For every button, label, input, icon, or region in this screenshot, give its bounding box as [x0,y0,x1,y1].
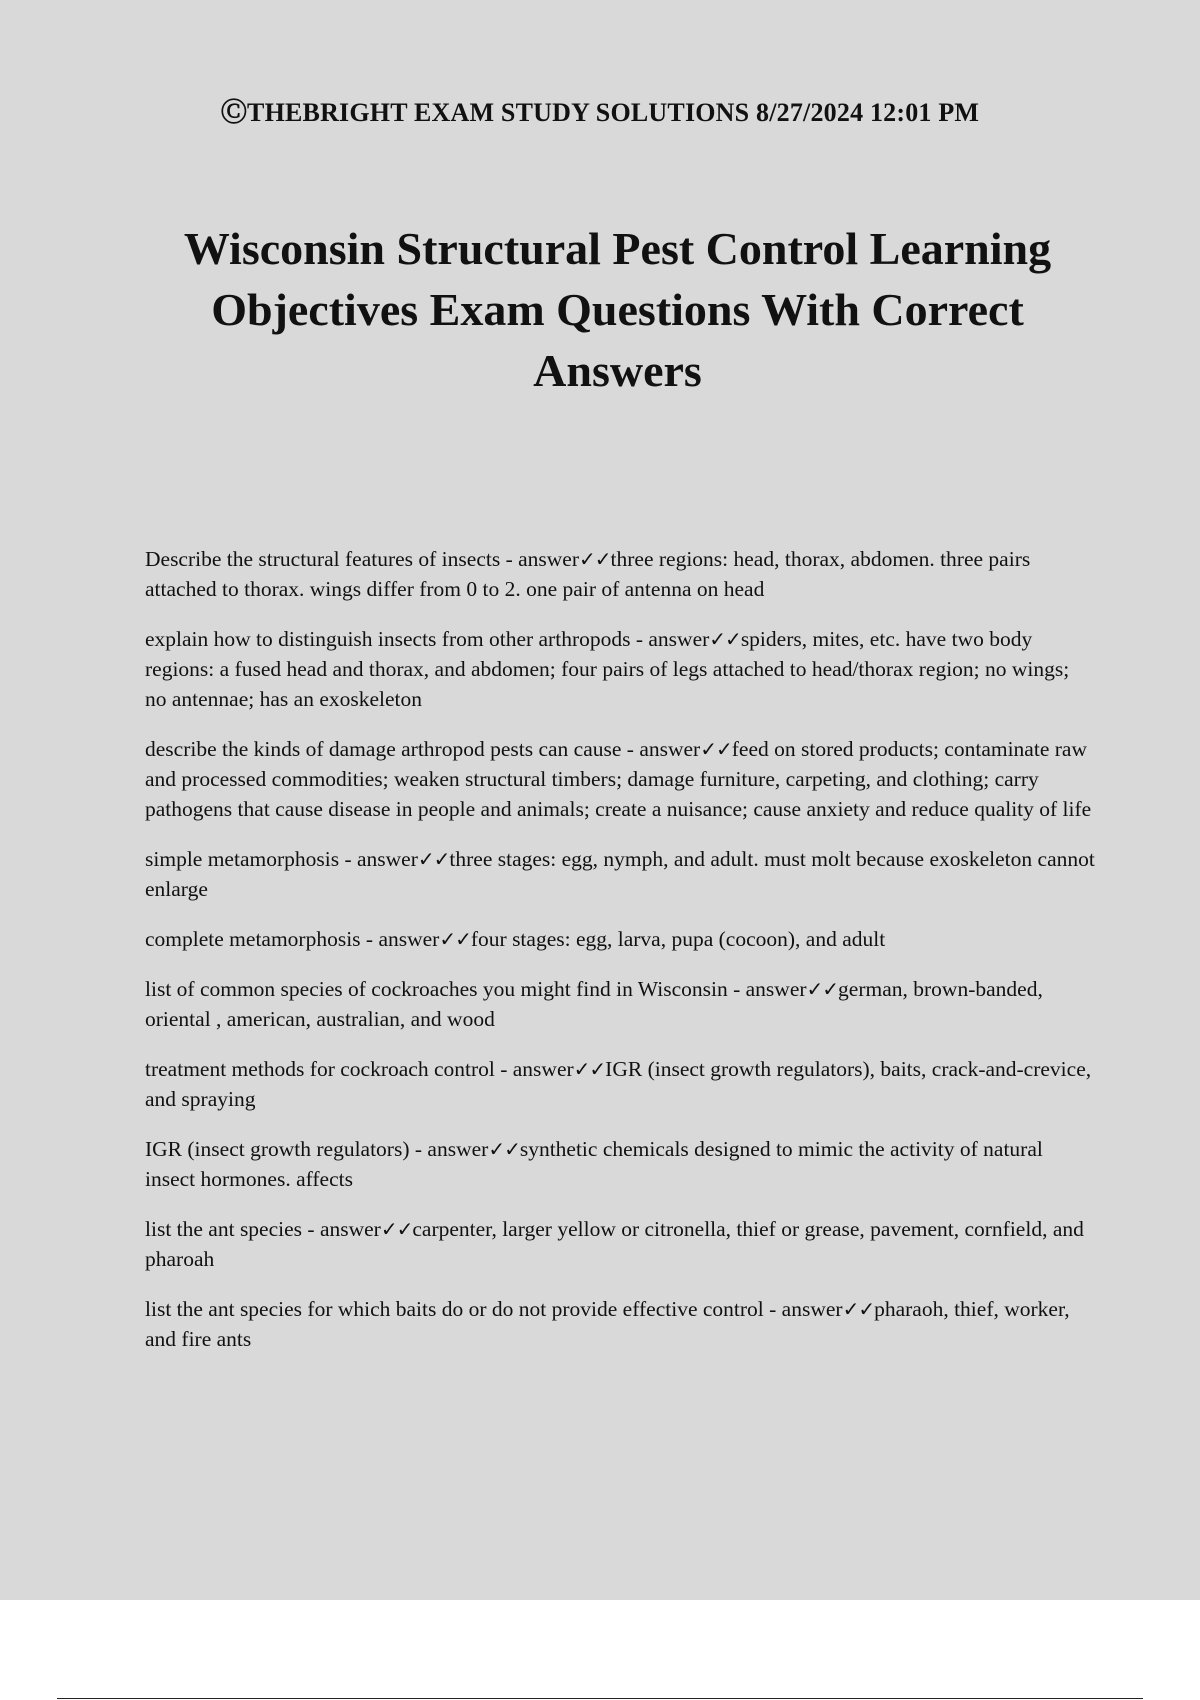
question-text: list the ant species for which baits do or do not provide effective control [145,1297,764,1321]
question-text: IGR (insect growth regulators) [145,1137,410,1161]
answer-label: - answer [500,547,580,571]
qa-item [145,1054,1095,1114]
question-text: describe the kinds of damage arthropod pests can cause [145,737,622,761]
answer-label: - answer [727,977,807,1001]
answer-text: synthetic chemicals designed to mimic the activity of natural insect hormones. affects [145,1137,1043,1191]
answer-label: - answer [763,1297,843,1321]
answer-label: - answer [494,1057,574,1081]
double-check-icon: ✓✓ [439,927,471,951]
question-text: complete metamorphosis [145,927,361,951]
question-text: explain how to distinguish insects from other arthropods [145,627,631,651]
header-text: THEBRIGHT EXAM STUDY SOLUTIONS 8/27/2024 12:01 PM [247,98,980,127]
qa-item [145,544,1095,604]
double-check-icon: ✓✓ [700,737,732,761]
qa-item [145,924,1095,954]
qa-item [145,1214,1095,1274]
qa-item [145,974,1095,1034]
document-title: Wisconsin Structural Pest Control Learning Objectives Exam Questions With Correct Answers [183,223,1052,396]
double-check-icon: ✓✓ [709,627,741,651]
answer-text: carpenter, larger yellow or citronella, thief or grease, pavement, cornfield, and pharoah [145,1217,1084,1271]
qa-item [145,624,1095,714]
question-text: Describe the structural features of insects [145,547,501,571]
answer-label: - answer [302,1217,381,1241]
question-text: simple metamorphosis [145,847,340,871]
qa-item [145,844,1095,904]
copyright-header [0,98,1200,128]
answer-text: german, brown-banded, oriental , american, australian, and wood [145,977,1043,1031]
double-check-icon: ✓✓ [842,1297,875,1321]
answer-label: - answer [621,737,701,761]
qa-item [145,734,1095,824]
answer-label: - answer [409,1137,489,1161]
double-check-icon: ✓✓ [806,977,839,1001]
answer-text: spiders, mites, etc. have two body regions: a fused head and thorax, and abdomen; four pairs of legs attached to head/thorax region; no wings; no antennae; has an exoskeleton [145,627,1070,711]
question-answer-list [145,544,1095,1374]
footer-divider [57,1698,1143,1699]
double-check-icon: ✓✓ [488,1137,520,1161]
qa-item [145,1294,1095,1354]
answer-text: three regions: head, thorax, abdomen. three pairs attached to thorax. wings differ from 0 to 2. one pair of antenna on head [145,547,1031,601]
double-check-icon: ✓✓ [380,1217,413,1241]
question-text: list the ant species [145,1217,303,1241]
question-text: list of common species of cockroaches you might find in Wisconsin [145,977,728,1001]
answer-label: - answer [339,847,418,871]
answer-label: - answer [360,927,440,951]
qa-item [145,1134,1095,1194]
answer-text: four stages: egg, larva, pupa (cocoon), and adult [470,927,886,951]
double-check-icon: ✓✓ [579,547,611,571]
answer-label: - answer [630,627,710,651]
question-text: treatment methods for cockroach control [145,1057,495,1081]
answer-text: IGR (insect growth regulators), baits, crack-and-crevice, and spraying [145,1057,1092,1111]
copyright-icon: Ⓒ [220,98,248,127]
double-check-icon: ✓✓ [417,847,450,871]
answer-text: three stages: egg, nymph, and adult. must molt because exoskeleton cannot enlarge [145,847,1095,901]
double-check-icon: ✓✓ [573,1057,606,1081]
answer-text: feed on stored products; contaminate raw and processed commodities; weaken structural timbers; damage furniture, carpeting, and clothing; carry pathogens that cause disease in people and animals; create a nuisance; cause anxiety and reduce quality of life [145,737,1092,821]
answer-text: pharaoh, thief, worker, and fire ants [145,1297,1070,1351]
